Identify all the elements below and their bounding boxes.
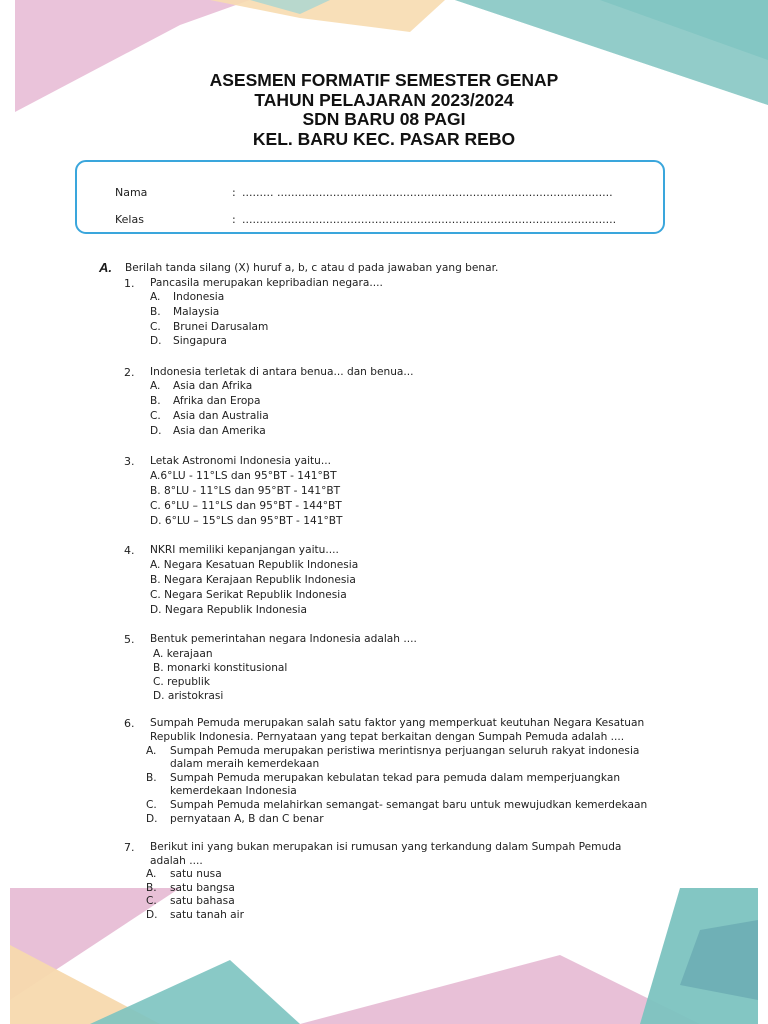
q7-option-d[interactable]: satu tanah air	[170, 909, 244, 921]
question-3-number: 3.	[124, 455, 135, 468]
q5-option-a[interactable]: A. kerajaan	[153, 648, 213, 660]
header-address: KEL. BARU KEC. PASAR REBO	[252, 128, 516, 149]
student-identity-box	[75, 160, 665, 234]
q7-option-b-letter[interactable]: B.	[146, 882, 157, 894]
q6-option-d[interactable]: pernyataan A, B dan C benar	[170, 813, 324, 825]
q4-option-c[interactable]: C. Negara Serikat Republik Indonesia	[150, 589, 347, 601]
question-7-number: 7.	[124, 841, 135, 854]
q3-option-d[interactable]: D. 6°LU – 15°LS dan 95°BT - 141°BT	[150, 515, 343, 527]
nama-row[interactable]	[115, 186, 613, 199]
q7-option-c[interactable]: satu bahasa	[170, 895, 235, 907]
q1-option-d[interactable]: Singapura	[173, 335, 227, 347]
nama-field[interactable]: ......... ................................................................................................	[242, 186, 613, 199]
q6-option-c[interactable]: Sumpah Pemuda melahirkan semangat- semangat baru untuk mewujudkan kemerdekaan	[170, 799, 648, 811]
q7-option-a[interactable]: satu nusa	[170, 868, 222, 880]
q1-option-c-letter[interactable]: C.	[150, 321, 161, 333]
q6-option-a-line2[interactable]: dalam meraih kemerdekaan	[170, 758, 320, 770]
deco-shape-top-peach	[210, 0, 445, 32]
q5-option-d[interactable]: D. aristokrasi	[153, 690, 224, 702]
q6-option-b-line1[interactable]: Sumpah Pemuda merupakan kebulatan tekad para pemuda dalam memperjuangkan	[170, 772, 621, 784]
q1-option-a-letter[interactable]: A.	[150, 291, 161, 303]
q3-option-c[interactable]: C. 6°LU – 11°LS dan 95°BT - 144°BT	[150, 500, 342, 512]
question-5-text: Bentuk pemerintahan negara Indonesia adalah ....	[150, 633, 417, 645]
q4-option-a[interactable]: A. Negara Kesatuan Republik Indonesia	[150, 559, 359, 571]
deco-shape-bottom-pink-mid	[300, 955, 700, 1024]
q2-option-d-letter[interactable]: D.	[150, 425, 162, 437]
section-instruction: Berilah tanda silang (X) huruf a, b, c atau d pada jawaban yang benar.	[125, 262, 499, 274]
header-school-year: TAHUN PELAJARAN 2023/2024	[254, 89, 514, 110]
q6-option-d-letter[interactable]: D.	[146, 813, 158, 825]
question-1-text: Pancasila merupakan kepribadian negara....	[150, 277, 383, 289]
kelas-colon: :	[232, 213, 236, 226]
kelas-label: Kelas	[115, 213, 144, 226]
question-2-number: 2.	[124, 366, 135, 379]
header-title: ASESMEN FORMATIF SEMESTER GENAP	[209, 70, 559, 90]
nama-colon: :	[232, 186, 236, 199]
q2-option-d[interactable]: Asia dan Amerika	[173, 425, 266, 437]
question-6-text-line1: Sumpah Pemuda merupakan salah satu faktor yang memperkuat keutuhan Negara Kesatuan	[150, 717, 645, 729]
q6-option-a-letter[interactable]: A.	[146, 745, 157, 757]
q7-option-a-letter[interactable]: A.	[146, 868, 157, 880]
q2-option-b[interactable]: Afrika dan Eropa	[173, 395, 261, 407]
deco-shape-bottom-teal-left	[90, 960, 300, 1024]
question-4-text: NKRI memiliki kepanjangan yaitu....	[150, 544, 339, 556]
q3-option-b[interactable]: B. 8°LU - 11°LS dan 95°BT - 141°BT	[150, 485, 341, 497]
q2-option-c[interactable]: Asia dan Australia	[173, 410, 269, 422]
question-3-text: Letak Astronomi Indonesia yaitu...	[150, 455, 332, 467]
q5-option-c[interactable]: C. republik	[153, 676, 210, 688]
q7-option-b[interactable]: satu bangsa	[170, 882, 235, 894]
q5-option-b[interactable]: B. monarki konstitusional	[153, 662, 288, 674]
document-header	[0, 71, 768, 149]
question-7-text-line2: adalah ....	[150, 855, 203, 867]
q6-option-c-letter[interactable]: C.	[146, 799, 157, 811]
q4-option-d[interactable]: D. Negara Republik Indonesia	[150, 604, 307, 616]
q2-option-a-letter[interactable]: A.	[150, 380, 161, 392]
q1-option-c[interactable]: Brunei Darusalam	[173, 321, 269, 333]
section-letter: A.	[99, 260, 112, 275]
kelas-row[interactable]	[115, 213, 616, 226]
q1-option-d-letter[interactable]: D.	[150, 335, 162, 347]
kelas-field[interactable]: ...........................................................................................................	[242, 213, 617, 226]
q6-option-b-line2[interactable]: kemerdekaan Indonesia	[170, 785, 297, 797]
question-7-text-line1: Berikut ini yang bukan merupakan isi rumusan yang terkandung dalam Sumpah Pemuda	[150, 841, 622, 853]
question-4-number: 4.	[124, 544, 135, 557]
question-2-text: Indonesia terletak di antara benua... dan benua...	[150, 366, 414, 378]
question-6-number: 6.	[124, 717, 135, 730]
q4-option-b[interactable]: B. Negara Kerajaan Republik Indonesia	[150, 574, 356, 586]
q2-option-b-letter[interactable]: B.	[150, 395, 161, 407]
header-school-name: SDN BARU 08 PAGI	[302, 109, 466, 129]
q7-option-c-letter[interactable]: C.	[146, 895, 157, 907]
question-1-number: 1.	[124, 277, 135, 290]
q2-option-c-letter[interactable]: C.	[150, 410, 161, 422]
q1-option-b-letter[interactable]: B.	[150, 306, 161, 318]
q1-option-b[interactable]: Malaysia	[173, 306, 220, 318]
q6-option-b-letter[interactable]: B.	[146, 772, 157, 784]
question-5-number: 5.	[124, 633, 135, 646]
q7-option-d-letter[interactable]: D.	[146, 909, 158, 921]
q1-option-a[interactable]: Indonesia	[173, 291, 225, 303]
nama-label: Nama	[115, 186, 148, 199]
q2-option-a[interactable]: Asia dan Afrika	[173, 380, 253, 392]
q6-option-a-line1[interactable]: Sumpah Pemuda merupakan peristiwa merintisnya perjuangan seluruh rakyat indonesia	[170, 745, 640, 757]
q3-option-a[interactable]: A.6°LU - 11°LS dan 95°BT - 141°BT	[150, 470, 337, 482]
question-6-text-line2: Republik Indonesia. Pernyataan yang tepat berkaitan dengan Sumpah Pemuda adalah ....	[150, 731, 625, 743]
